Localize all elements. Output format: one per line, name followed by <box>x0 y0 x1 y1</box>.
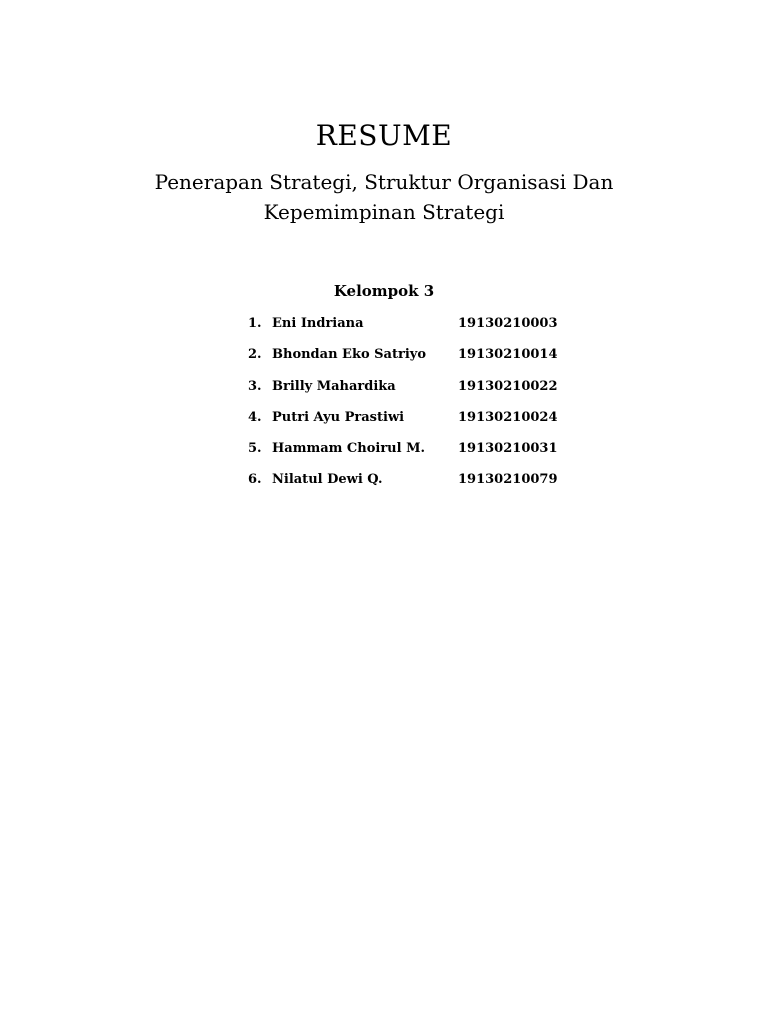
member-name: Eni Indriana <box>272 316 364 331</box>
member-id: 19130210031 <box>458 441 558 457</box>
member-row-4 <box>0 408 768 439</box>
subtitle-line-1: Penerapan Strategi, Struktur Organisasi Dan <box>154 170 614 194</box>
member-row-6 <box>0 470 768 501</box>
member-list <box>0 314 768 502</box>
member-id: 19130210024 <box>458 409 558 425</box>
member-row-1 <box>0 314 768 345</box>
member-id: 19130210079 <box>458 472 558 488</box>
document-subtitle <box>0 167 768 227</box>
member-number: 6. <box>248 472 262 488</box>
member-name: Putri Ayu Prastiwi <box>272 409 405 425</box>
member-name: Hammam Choirul M. <box>272 441 426 457</box>
member-id: 19130210022 <box>458 378 558 394</box>
member-name: Bhondan Eko Satriyo <box>272 347 426 363</box>
member-number: 1. <box>248 316 262 331</box>
group-heading: Kelompok 3 <box>333 282 435 300</box>
member-row-5 <box>0 439 768 470</box>
member-id: 19130210014 <box>458 347 558 363</box>
document-title: RESUME <box>315 119 453 152</box>
subtitle-line-2: Kepemimpinan Strategi <box>263 200 505 224</box>
member-number: 3. <box>248 378 262 394</box>
member-number: 2. <box>248 347 262 363</box>
member-row-3 <box>0 377 768 408</box>
member-id: 19130210003 <box>458 316 558 331</box>
member-number: 5. <box>248 441 262 457</box>
member-name: Brilly Mahardika <box>272 378 396 394</box>
member-name: Nilatul Dewi Q. <box>272 472 383 488</box>
member-row-2 <box>0 345 768 376</box>
member-number: 4. <box>248 409 262 425</box>
